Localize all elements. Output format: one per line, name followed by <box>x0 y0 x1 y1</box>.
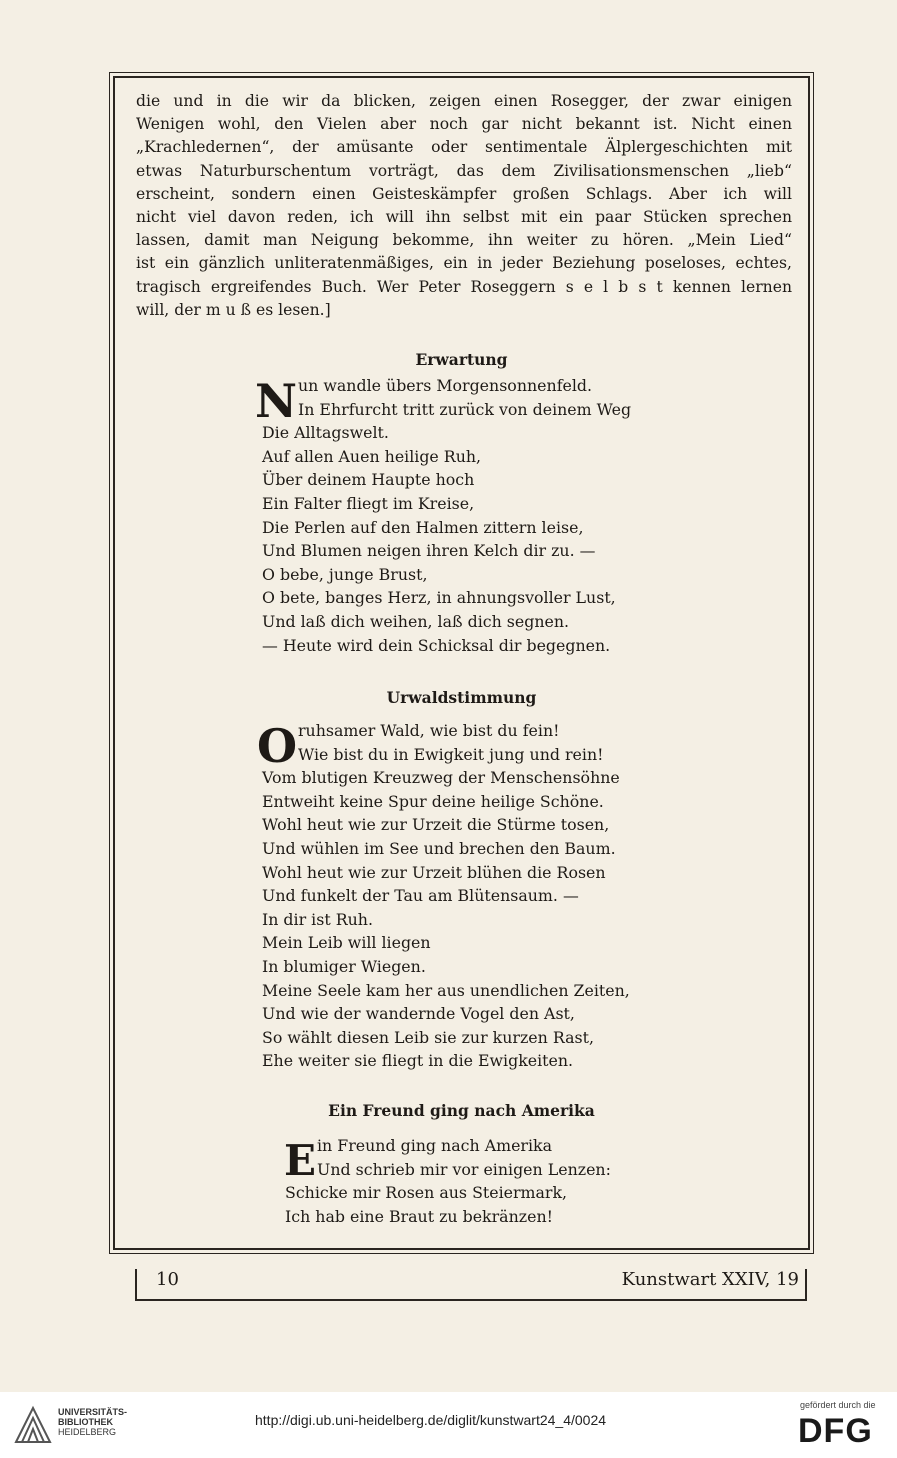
permalink-url[interactable]: http://digi.ub.uni-heidelberg.de/diglit/kunstwart24_4/0024 <box>255 1412 607 1428</box>
poem-line: ruhsamer Wald, wie bist du fein! <box>298 721 560 740</box>
poem-line: Vom blutigen Kreuzweg der Menschensöhne <box>262 768 620 788</box>
poem-line: Und funkelt der Tau am Blütensaum. — <box>262 886 579 906</box>
poem-line: Und Blumen neigen ihren Kelch dir zu. — <box>262 541 596 561</box>
drop-cap-initial: N <box>255 374 298 428</box>
poem-line: Und wie der wandernde Vogel den Ast, <box>262 1004 575 1024</box>
dfg-logo: DFG <box>798 1412 873 1450</box>
poem-line: Die Perlen auf den Halmen zittern leise, <box>262 517 584 537</box>
poem-title-urwaldstimmung: Urwaldstimmung <box>386 688 537 707</box>
page-number: 10 <box>156 1269 179 1290</box>
poem-line: Schicke mir Rosen aus Steiermark, <box>285 1183 568 1203</box>
poem-line: So wählt diesen Leib sie zur kurzen Rast, <box>262 1027 594 1047</box>
intro-line: erscheint, sondern einen Geisteskämpfer großen Schlags. Aber ich will <box>136 184 792 203</box>
poem-line: O bete, banges Herz, in ahnungsvoller Lust, <box>262 588 616 608</box>
poem-line: Wohl heut wie zur Urzeit blühen die Rosen <box>262 862 606 882</box>
poem-line: Ich hab eine Braut zu bekränzen! <box>285 1206 553 1226</box>
intro-line: „Krachledernen“, der amüsante oder sentimentale Älplergeschichten mit <box>136 138 792 157</box>
poem-line: Und wühlen im See und brechen den Baum. <box>262 838 616 858</box>
poem-line: Ein Falter fliegt im Kreise, <box>262 493 475 513</box>
poem-urwaldstimmung <box>262 719 630 1073</box>
poem-erwartung <box>262 374 631 657</box>
poem-line: Und laß dich weihen, laß dich segnen. <box>262 611 570 631</box>
poem-ein-freund <box>285 1134 611 1228</box>
intro-line: tragisch ergreifendes Buch. Wer Peter Roseggern s e l b s t kennen lernen <box>136 277 792 296</box>
library-name: UNIVERSITÄTS- BIBLIOTHEK HEIDELBERG <box>58 1407 128 1437</box>
page-footer <box>135 1269 807 1301</box>
poem-title-erwartung: Erwartung <box>415 350 508 369</box>
poem-line: Und schrieb mir vor einigen Lenzen: <box>317 1159 611 1179</box>
intro-line: etwas Naturburschentum vorträgt, das dem Zivilisationsmenschen „lieb“ <box>136 161 792 180</box>
intro-line: die und in die wir da blicken, zeigen einen Rosegger, der zwar einigen <box>136 92 792 110</box>
poem-line: In blumiger Wiegen. <box>262 956 426 976</box>
poem-line: in Freund ging nach Amerika <box>317 1136 553 1155</box>
poem-line: Entweiht keine Spur deine heilige Schöne. <box>262 791 604 811</box>
poem-title-ein-freund: Ein Freund ging nach Amerika <box>328 1101 595 1120</box>
intro-line: ist ein gänzlich unliteratenmäßiges, ein in jeder Beziehung poseloses, echtes, <box>136 254 792 273</box>
poem-line: O bebe, junge Brust, <box>262 564 428 584</box>
funder-note: gefördert durch die <box>800 1400 876 1410</box>
poem-line: Auf allen Auen heilige Ruh, <box>262 446 482 466</box>
poem-line: Die Alltagswelt. <box>262 423 389 443</box>
intro-line: will, der m u ß es lesen.] <box>136 300 331 319</box>
viewer-bottom-bar <box>0 1392 897 1458</box>
intro-line: Wenigen wohl, den Vielen aber noch gar nicht bekannt ist. Nicht einen <box>136 115 792 134</box>
poem-line: Mein Leib will liegen <box>262 933 431 953</box>
poem-line: In Ehrfurcht tritt zurück von deinem Weg <box>298 399 632 419</box>
poem-line: Meine Seele kam her aus unendlichen Zeiten, <box>262 980 630 1000</box>
poem-line: Wohl heut wie zur Urzeit die Stürme tosen, <box>262 815 610 835</box>
poem-line: un wandle übers Morgensonnenfeld. <box>298 376 593 395</box>
poem-line: Über deinem Haupte hoch <box>262 470 475 490</box>
poem-line: Wie bist du in Ewigkeit jung und rein! <box>298 744 604 764</box>
university-library-logo-icon <box>12 1404 54 1446</box>
poem-line: In dir ist Ruh. <box>262 909 373 929</box>
intro-line: nicht viel davon reden, ich will ihn selbst mit ein paar Stücken sprechen <box>136 208 792 227</box>
intro-line: lassen, damit man Neigung bekomme, ihn weiter zu hören. „Mein Lied“ <box>136 231 792 250</box>
journal-issue: Kunstwart XXIV, 19 <box>621 1269 799 1290</box>
drop-cap-initial: O <box>257 719 298 773</box>
poem-line: — Heute wird dein Schicksal dir begegnen. <box>262 635 611 655</box>
intro-paragraph <box>136 90 792 322</box>
poem-line: Ehe weiter sie fliegt in die Ewigkeiten. <box>262 1051 574 1071</box>
drop-cap-initial: E <box>284 1136 317 1185</box>
